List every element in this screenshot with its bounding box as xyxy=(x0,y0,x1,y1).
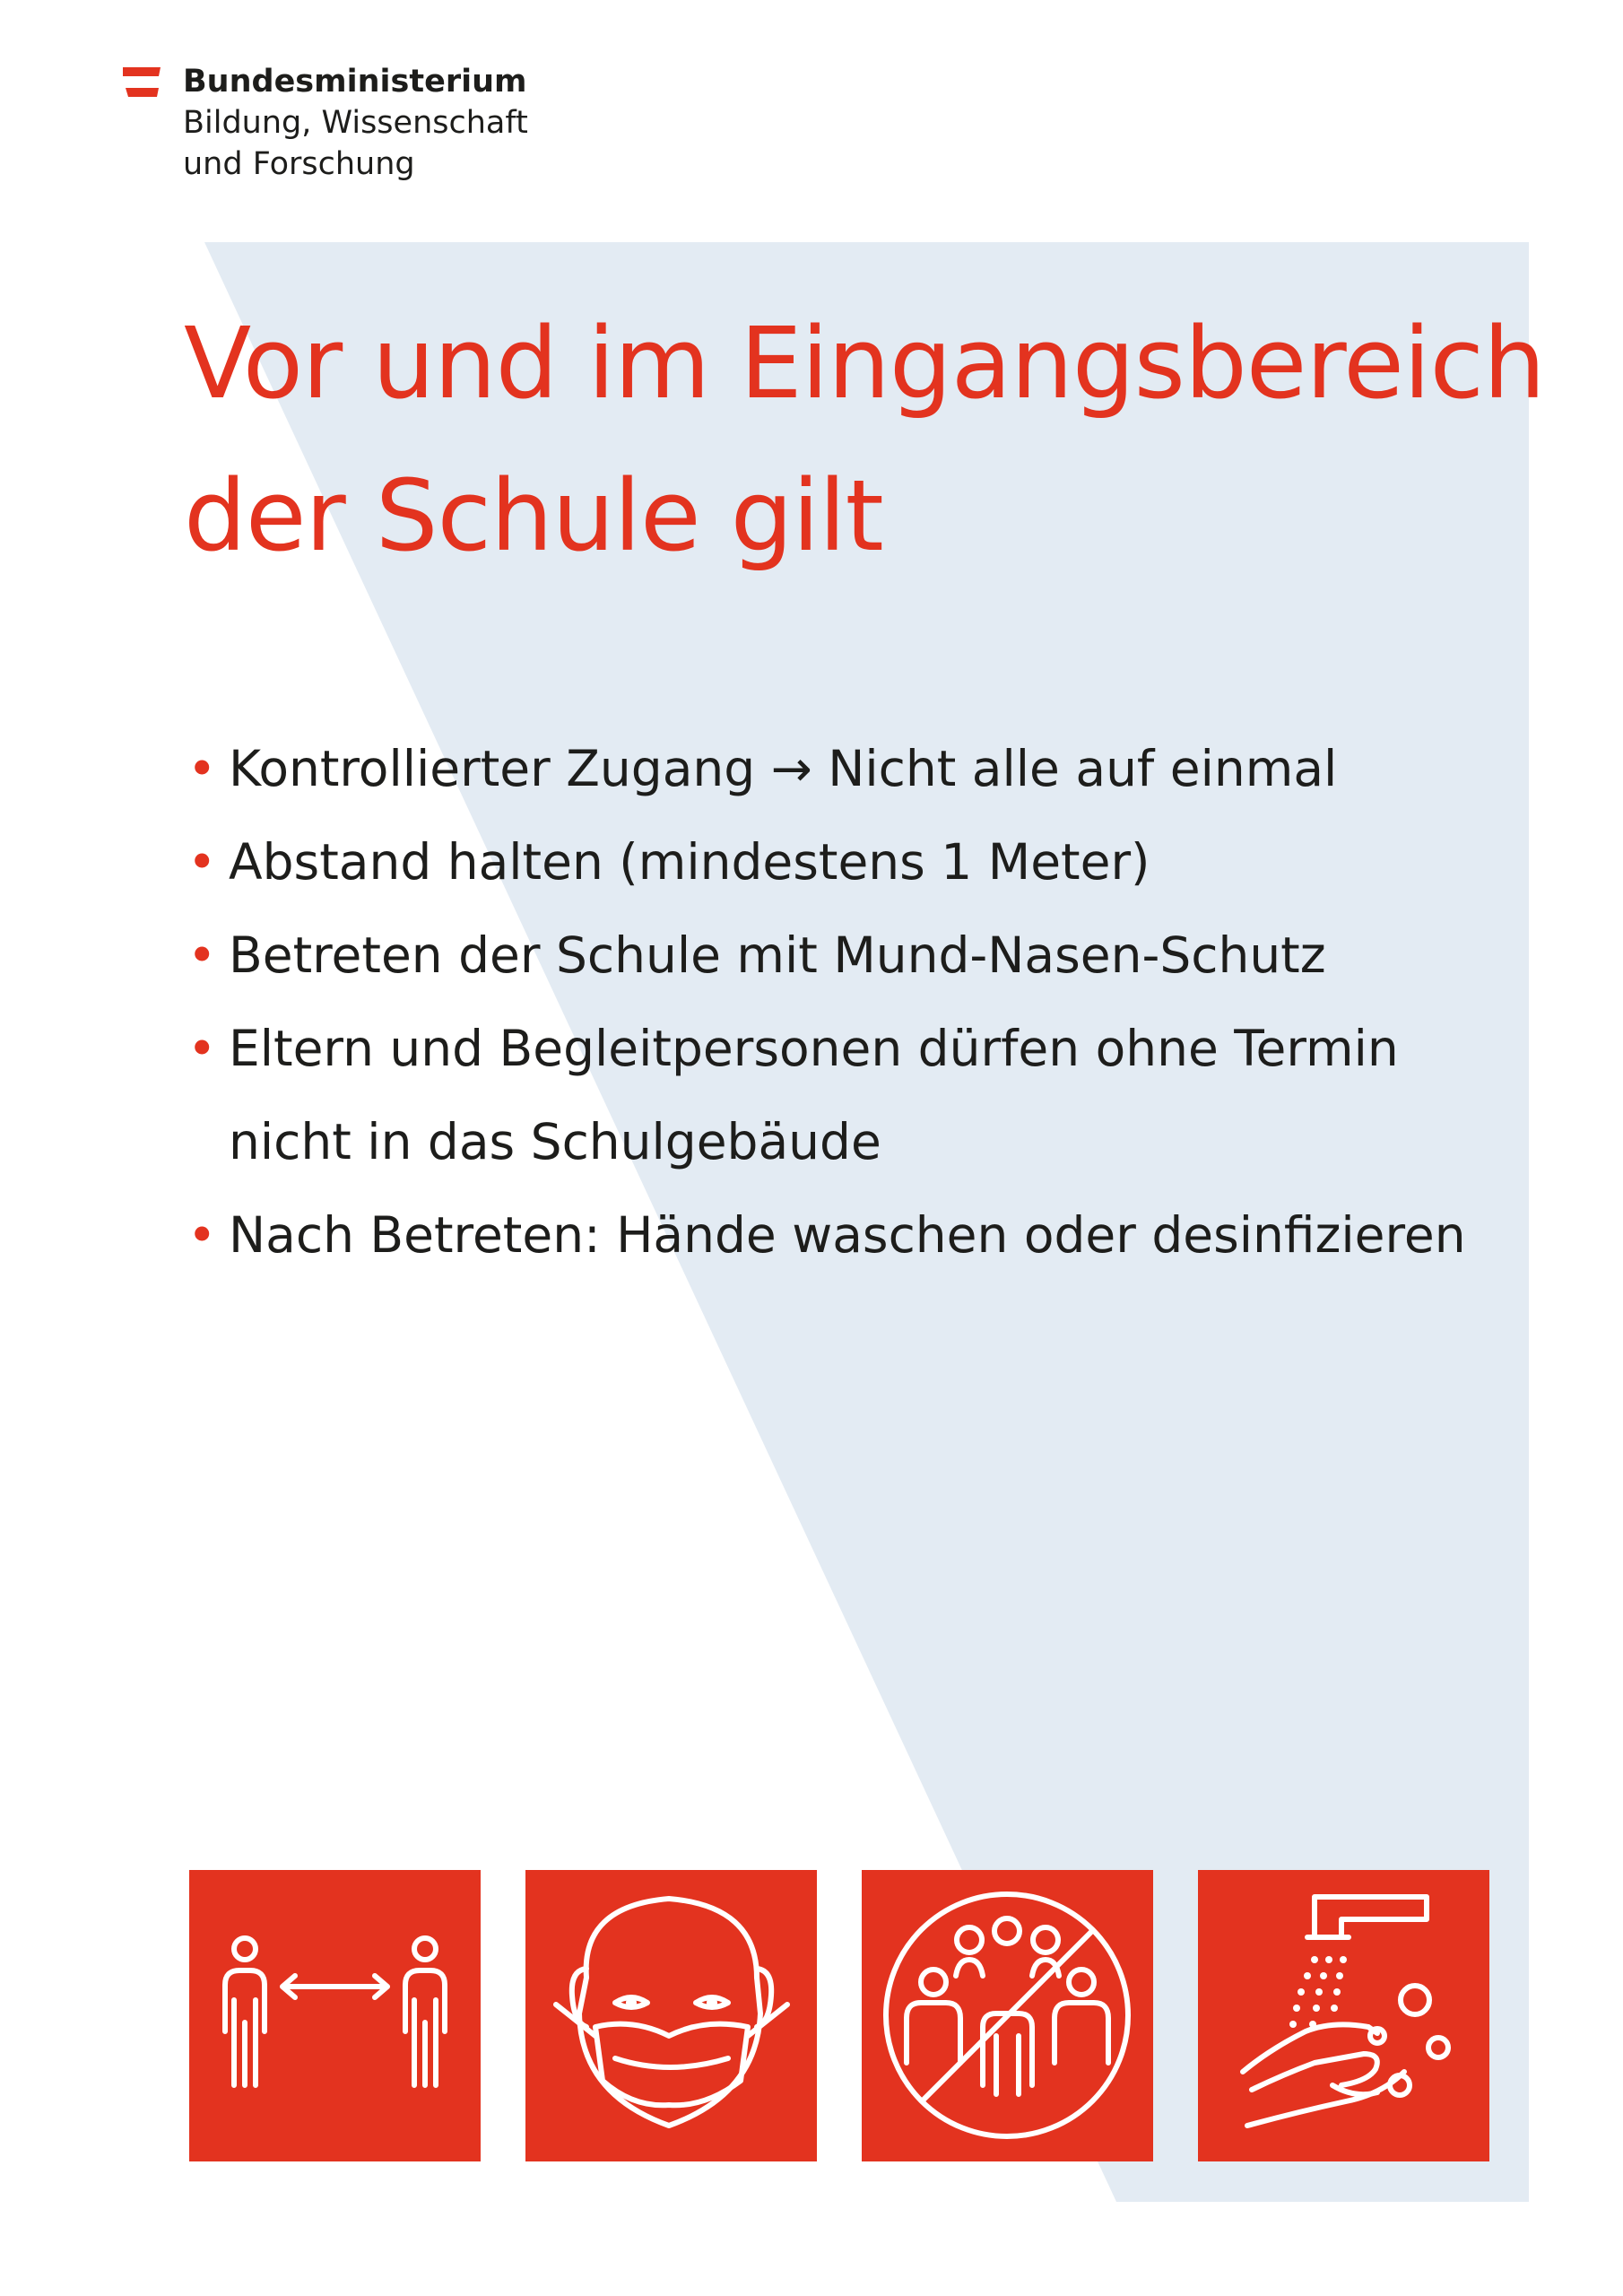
bullet-dot: • xyxy=(187,926,217,984)
page-title xyxy=(184,287,1556,592)
bullet-dot: • xyxy=(187,1206,217,1264)
ministry-line-3: und Forschung xyxy=(183,146,415,182)
tile-face-mask xyxy=(525,1870,817,2161)
tile-no-crowd xyxy=(862,1870,1153,2161)
list-item xyxy=(184,1188,1565,1282)
pictogram-row xyxy=(189,1870,1489,2161)
list-item-text: Betreten der Schule mit Mund-Nasen-Schutz xyxy=(229,926,1326,984)
list-item xyxy=(184,1002,1565,1188)
hand-washing-icon xyxy=(1198,1870,1489,2161)
list-item-text: Eltern und Begleitpersonen dürfen ohne Termin xyxy=(229,1020,1399,1077)
list-item xyxy=(184,909,1565,1002)
title-line-1: Vor und im Eingangsbereich xyxy=(184,306,1545,421)
tile-distance xyxy=(189,1870,481,2161)
list-item-text: Abstand halten (mindestens 1 Meter) xyxy=(229,833,1150,891)
bullet-dot: • xyxy=(187,833,217,891)
face-mask-icon xyxy=(525,1870,817,2161)
tile-hand-washing xyxy=(1198,1870,1489,2161)
title-line-2: der Schule gilt xyxy=(184,458,883,573)
ministry-name xyxy=(183,61,721,185)
list-item xyxy=(184,722,1565,815)
ministry-line-2: Bildung, Wissenschaft xyxy=(183,105,528,141)
austrian-flag-icon xyxy=(123,67,161,98)
bullet-dot: • xyxy=(187,740,217,797)
rules-list xyxy=(184,722,1565,1282)
ministry-line-1: Bundesministerium xyxy=(183,64,527,100)
list-item xyxy=(184,815,1565,909)
list-item-text: Kontrollierter Zugang → Nicht alle auf einmal xyxy=(229,740,1338,797)
list-item-text: Nach Betreten: Hände waschen oder desinfizieren xyxy=(229,1206,1466,1264)
distance-icon xyxy=(189,1870,481,2161)
list-item-text-continued: nicht in das Schulgebäude xyxy=(229,1113,881,1170)
bullet-dot: • xyxy=(187,1020,217,1077)
no-crowd-icon xyxy=(862,1870,1153,2161)
